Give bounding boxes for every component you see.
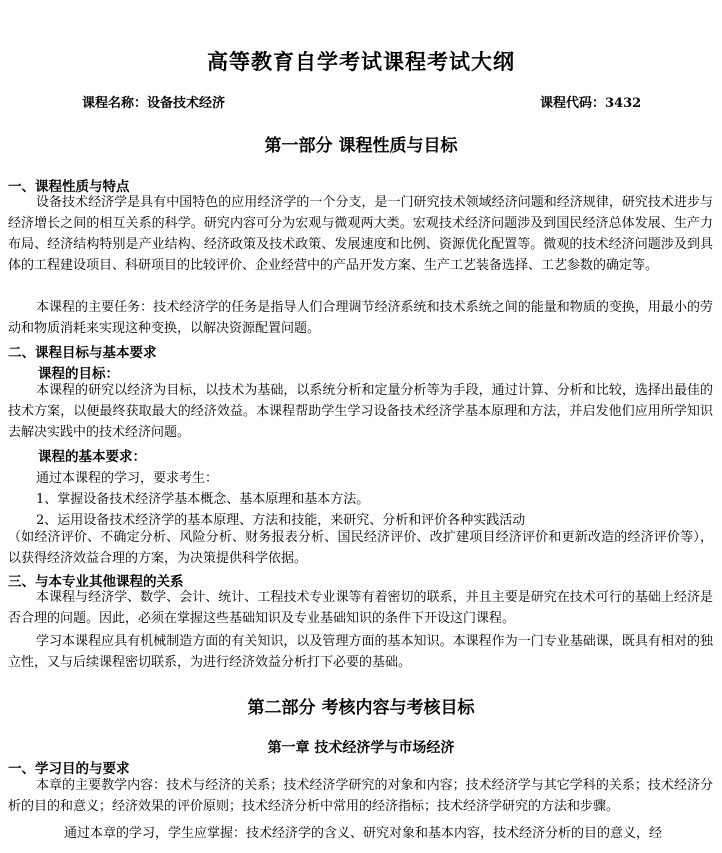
paragraph-nature: 设备技术经济学是具有中国特色的应用经济学的一个分支，是一门研究技术领域经济问题和经济规律，研究技术进步与经济增长之间的相互关系的科学。研究内容可分为宏观与微观两大类。宏观技术经济问题涉及到国民经济总体发展、生产力布局、经济结构特别是产业结构、经济政策及技术政策、发展速度和比例、资源优化配置等。微观的技术经济问题涉及到具体的工程建设项目、科研项目的比较评价、企业经营中的产品开发方案、生产工艺装备选择、工艺参数的确定等。 [8, 195, 713, 273]
chapter1-title: 第一章 技术经济学与市场经济 [267, 740, 455, 756]
part2-title: 第二部分 考核内容与考核目标 [247, 698, 475, 718]
requirements-intro: 通过本课程的学习，要求考生： [36, 471, 219, 486]
section-heading-goals: 二、课程目标与基本要求 [8, 345, 157, 361]
paragraph-relations: 本课程与经济学、数学、会计、统计、工程技术专业课等有着密切的联系，并且主要是研究在技术可行的基础上经济是否合理的问题。因此，必须在掌握这些基础知识及专业基础知识的条件下开设这门课程。 [8, 590, 713, 626]
subheading-basic-requirements: 课程的基本要求： [38, 449, 146, 465]
part1-title: 第一部分 课程性质与目标 [264, 136, 458, 156]
requirement-2: 2、运用设备技术经济学的基本原理、方法和技能，来研究、分析和评价各种实践活动 [36, 513, 526, 528]
paragraph-main-task: 本课程的主要任务：技术经济学的任务是指导人们合理调节经济系统和技术系统之间的能量和物质的变换，用最小的劳动和物质消耗来实现这种变换，以解决资源配置问题。 [8, 300, 713, 336]
document-title: 高等教育自学考试课程考试大纲 [207, 49, 515, 74]
section-heading-nature: 一、课程性质与特点 [8, 179, 130, 195]
course-code: 课程代码：3432 [540, 96, 642, 111]
requirement-1: 1、掌握设备技术经济学基本概念、基本原理和基本方法。 [36, 492, 370, 507]
course-name: 课程名称：设备技术经济 [82, 96, 226, 111]
requirement-2-continued: （如经济评价、不确定分析、风险分析、财务报表分析、国民经济评价、改扩建项目经济评价和更新改造的经济评价等），以获得经济效益合理的方案，为决策提供科学依据。 [8, 530, 713, 566]
paragraph-chapter1-mastery: 通过本章的学习，学生应掌握：技术经济学的含义、研究对象和基本内容，技术经济分析的目的意义，经 [64, 826, 663, 841]
paragraph-prerequisites: 学习本课程应具有机械制造方面的有关知识，以及管理方面的基本知识。本课程作为一门专业基础课，既具有相对的独立性，又与后续课程密切联系，为进行经济效益分析打下必要的基础。 [8, 634, 713, 670]
paragraph-chapter1-content: 本章的主要教学内容：技术与经济的关系；技术经济学研究的对象和内容；技术经济学与其它学科的关系；技术经济分析的目的和意义；经济效果的评价原则；技术经济分析中常用的经济指标；技术经济学研究的方法和步骤。 [8, 778, 713, 814]
section-heading-learning-aims: 一、学习目的与要求 [8, 761, 130, 777]
section-heading-relations: 三、与本专业其他课程的关系 [8, 574, 184, 590]
paragraph-course-goal: 本课程的研究以经济为目标，以技术为基础，以系统分析和定量分析等为手段，通过计算、分析和比较，选择出最佳的技术方案，以便最终获取最大的经济效益。本课程帮助学生学习设备技术经济学基本原理和方法，并启发他们应用所学知识去解决实践中的技术经济问题。 [8, 383, 713, 440]
subheading-course-goal: 课程的目标： [38, 366, 119, 382]
